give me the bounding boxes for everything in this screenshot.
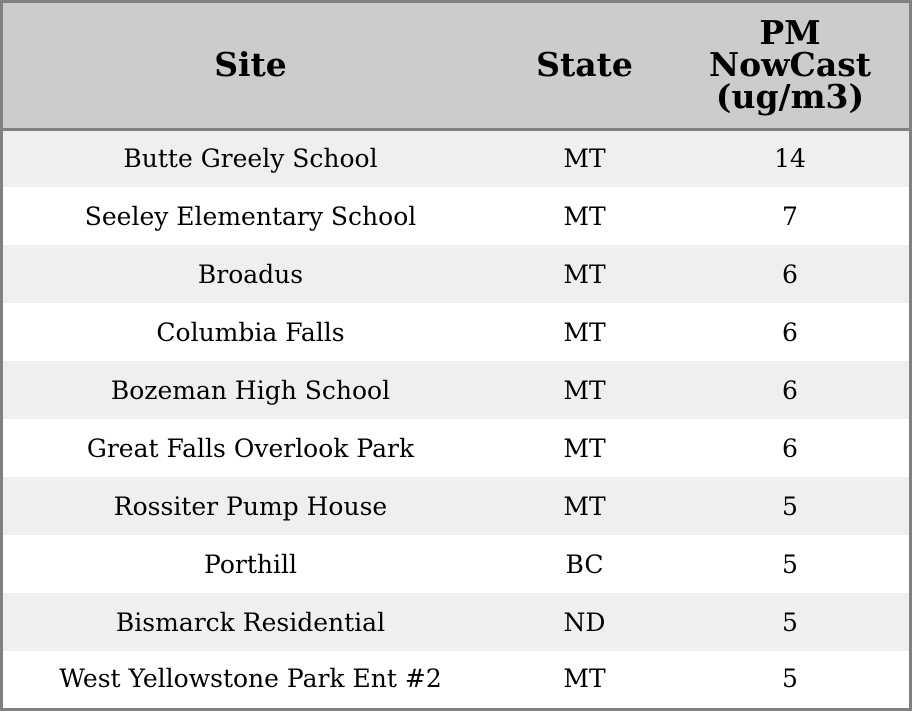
column-header-pm-line-3: (ug/m3) xyxy=(715,77,865,117)
cell-state: BC xyxy=(565,549,604,579)
table-row xyxy=(3,419,909,477)
cell-site: Rossiter Pump House xyxy=(113,491,388,521)
column-header-site: Site xyxy=(3,3,498,129)
table-row xyxy=(3,303,909,361)
cell-site: Porthill xyxy=(204,549,297,579)
cell-pm-value: 14 xyxy=(774,144,806,174)
cell-state: ND xyxy=(563,607,606,637)
cell-state: MT xyxy=(563,144,606,174)
column-header-pm-line-2: NowCast xyxy=(708,45,872,85)
table-row xyxy=(3,187,909,245)
pm-nowcast-table xyxy=(3,3,909,706)
cell-state: MT xyxy=(563,259,606,289)
table-row xyxy=(3,245,909,303)
table-row xyxy=(3,593,909,651)
cell-site: Bismarck Residential xyxy=(115,607,386,637)
cell-pm-value: 6 xyxy=(782,375,798,405)
cell-state: MT xyxy=(563,201,606,231)
table-row xyxy=(3,129,909,187)
cell-state: MT xyxy=(563,317,606,347)
table-row xyxy=(3,651,909,706)
cell-state: MT xyxy=(563,375,606,405)
cell-pm-value: 5 xyxy=(782,491,798,521)
cell-pm-value: 6 xyxy=(782,259,798,289)
cell-site: Butte Greely School xyxy=(123,144,378,174)
table-row xyxy=(3,477,909,535)
cell-site: Seeley Elementary School xyxy=(84,201,417,231)
cell-state: MT xyxy=(563,433,606,463)
cell-site: Broadus xyxy=(197,259,304,289)
table-row xyxy=(3,535,909,593)
cell-pm-value: 6 xyxy=(782,317,798,347)
cell-pm-value: 6 xyxy=(782,433,798,463)
cell-pm-value: 5 xyxy=(782,664,798,693)
cell-state: MT xyxy=(563,664,606,693)
table-row xyxy=(3,361,909,419)
cell-site: West Yellowstone Park Ent #2 xyxy=(59,664,442,693)
cell-site: Bozeman High School xyxy=(110,375,391,405)
cell-site: Columbia Falls xyxy=(156,317,345,347)
cell-pm-value: 5 xyxy=(782,607,798,637)
column-header-state: State xyxy=(498,3,671,129)
table-body xyxy=(3,129,909,706)
cell-pm-value: 7 xyxy=(782,201,798,231)
column-header-pm-nowcast xyxy=(671,3,909,129)
header-row xyxy=(3,3,909,129)
cell-state: MT xyxy=(563,491,606,521)
table-header xyxy=(3,3,909,129)
column-header-pm-line-1: PM xyxy=(759,13,821,53)
cell-site: Great Falls Overlook Park xyxy=(86,433,415,463)
cell-pm-value: 5 xyxy=(782,549,798,579)
